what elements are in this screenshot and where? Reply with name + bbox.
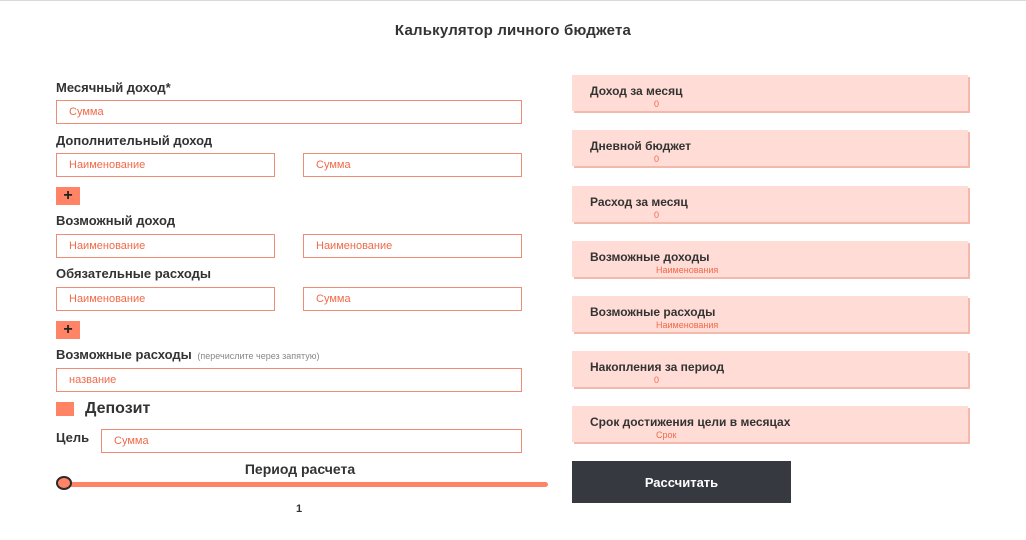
result-monthly-income	[572, 75, 968, 111]
result-daily-budget	[572, 130, 968, 166]
result-title: Накопления за период	[590, 360, 725, 374]
result-value: 0	[654, 99, 660, 109]
result-possible-incomes	[572, 241, 968, 277]
result-title: Дневной бюджет	[590, 139, 691, 153]
possible-expenses-hint: (перечислите через запятую)	[197, 351, 320, 361]
goal-input[interactable]	[101, 429, 522, 453]
deposit-checkbox[interactable]	[56, 402, 74, 416]
possible-expenses-label	[56, 347, 320, 362]
result-title: Возможные расходы	[590, 305, 716, 319]
result-title: Срок достижения цели в месяцах	[590, 415, 791, 429]
period-value: 1	[296, 503, 303, 515]
mandatory-expenses-name-input[interactable]	[56, 287, 275, 311]
add-extra-income-button[interactable]	[56, 187, 80, 205]
monthly-income-label: Месячный доход*	[56, 80, 171, 95]
result-value: Наименования	[656, 320, 719, 330]
result-value: 0	[654, 375, 660, 385]
result-value: Наименования	[656, 265, 719, 275]
possible-expenses-label-text: Возможные расходы	[56, 347, 192, 362]
result-goal-term	[572, 406, 968, 442]
result-possible-expenses	[572, 296, 968, 332]
goal-label: Цель	[56, 430, 90, 445]
result-value: 0	[654, 210, 660, 220]
period-slider-track[interactable]	[62, 482, 548, 487]
mandatory-expenses-sum-input[interactable]	[303, 287, 522, 311]
page-title: Калькулятор личного бюджета	[394, 22, 632, 39]
mandatory-expenses-label: Обязательные расходы	[56, 266, 211, 281]
extra-income-name-input[interactable]	[56, 153, 275, 177]
possible-income-name-input[interactable]	[56, 234, 275, 258]
result-monthly-expense	[572, 186, 968, 222]
add-mandatory-expense-button[interactable]	[56, 321, 80, 339]
deposit-label: Депозит	[85, 400, 151, 417]
possible-expenses-input[interactable]	[56, 368, 522, 392]
possible-income-label: Возможный доход	[56, 213, 176, 228]
calculate-button[interactable]: Рассчитать	[572, 461, 791, 503]
result-period-savings	[572, 351, 968, 387]
plus-icon: +	[63, 321, 73, 338]
result-value: 0	[654, 154, 660, 164]
result-value: Срок	[656, 430, 677, 440]
period-label: Период расчета	[244, 461, 356, 477]
result-title: Доход за месяц	[590, 84, 683, 98]
extra-income-label: Дополнительный доход	[56, 133, 213, 148]
monthly-income-input[interactable]	[56, 100, 522, 124]
extra-income-sum-input[interactable]	[303, 153, 522, 177]
top-divider	[0, 0, 1026, 1]
result-title: Расход за месяц	[590, 195, 688, 209]
plus-icon: +	[63, 187, 73, 204]
possible-income-second-input[interactable]	[303, 234, 522, 258]
period-slider-thumb[interactable]	[56, 476, 72, 490]
result-title: Возможные доходы	[590, 250, 710, 264]
